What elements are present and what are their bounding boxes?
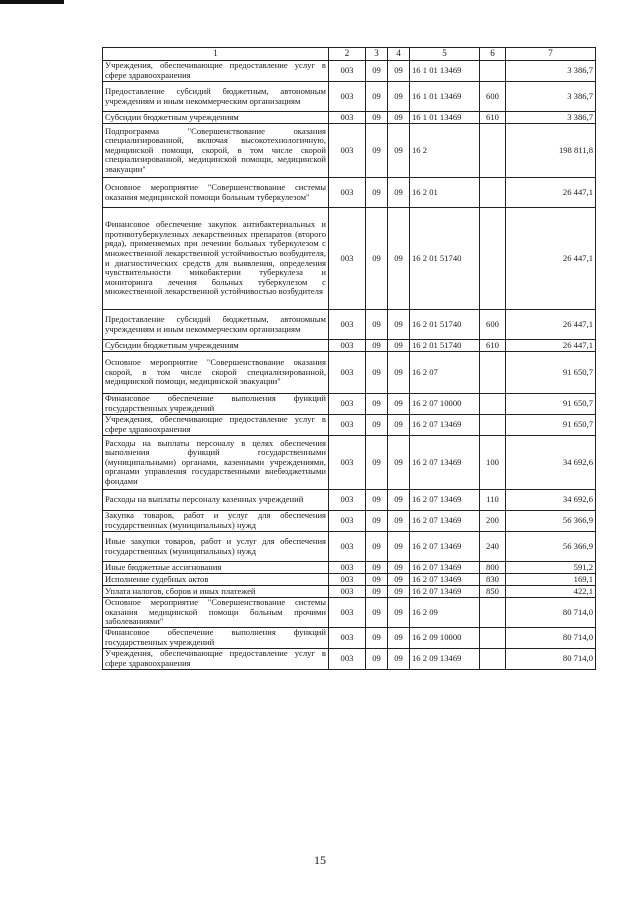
expense-type-code: 830 <box>480 574 506 586</box>
section-code: 09 <box>366 532 388 562</box>
expense-type-code <box>480 628 506 649</box>
ministry-code: 003 <box>329 61 366 82</box>
amount-cell: 80 714,0 <box>506 598 596 628</box>
amount-cell: 91 650,7 <box>506 415 596 436</box>
ministry-code: 003 <box>329 394 366 415</box>
section-code: 09 <box>366 82 388 112</box>
row-label: Закупка товаров, работ и услуг для обеспечения государственных (муниципальных) нужд <box>103 511 329 532</box>
row-label: Предоставление субсидий бюджетным, автономным учреждениям и иным некоммерческим организациям <box>103 82 329 112</box>
amount-cell: 591,2 <box>506 562 596 574</box>
expense-type-code: 600 <box>480 310 506 340</box>
column-number: 2 <box>329 48 366 61</box>
ministry-code: 003 <box>329 124 366 178</box>
table-row <box>103 532 596 562</box>
target-article-code: 16 1 01 13469 <box>410 61 480 82</box>
expense-type-code: 850 <box>480 586 506 598</box>
target-article-code: 16 2 09 <box>410 598 480 628</box>
section-code: 09 <box>366 562 388 574</box>
subsection-code: 09 <box>388 394 410 415</box>
scan-edge-mark <box>0 0 64 4</box>
ministry-code: 003 <box>329 511 366 532</box>
table-row <box>103 352 596 394</box>
column-number: 6 <box>480 48 506 61</box>
table-row <box>103 586 596 598</box>
target-article-code: 16 1 01 13469 <box>410 112 480 124</box>
column-number: 7 <box>506 48 596 61</box>
row-label: Учреждения, обеспечивающие предоставление услуг в сфере здравоохранения <box>103 61 329 82</box>
section-code: 09 <box>366 61 388 82</box>
subsection-code: 09 <box>388 511 410 532</box>
row-label: Иные закупки товаров, работ и услуг для обеспечения государственных (муниципальных) нужд <box>103 532 329 562</box>
expense-type-code <box>480 124 506 178</box>
table-row <box>103 562 596 574</box>
budget-allocation-table <box>102 47 596 670</box>
subsection-code: 09 <box>388 208 410 310</box>
ministry-code: 003 <box>329 586 366 598</box>
table-row <box>103 649 596 670</box>
table-row <box>103 394 596 415</box>
amount-cell: 198 811,8 <box>506 124 596 178</box>
subsection-code: 09 <box>388 490 410 511</box>
column-number-row <box>103 48 596 61</box>
row-label: Исполнение судебных актов <box>103 574 329 586</box>
amount-cell: 26 447,1 <box>506 178 596 208</box>
expense-type-code: 110 <box>480 490 506 511</box>
table-row <box>103 490 596 511</box>
expense-type-code <box>480 394 506 415</box>
row-label: Предоставление субсидий бюджетным, автономным учреждениям и иным некоммерческим организациям <box>103 310 329 340</box>
target-article-code: 16 2 01 51740 <box>410 340 480 352</box>
table-row <box>103 436 596 490</box>
subsection-code: 09 <box>388 340 410 352</box>
ministry-code: 003 <box>329 310 366 340</box>
row-label: Финансовое обеспечение выполнения функций государственных учреждений <box>103 628 329 649</box>
ministry-code: 003 <box>329 208 366 310</box>
subsection-code: 09 <box>388 352 410 394</box>
ministry-code: 003 <box>329 415 366 436</box>
amount-cell: 91 650,7 <box>506 352 596 394</box>
table-row <box>103 112 596 124</box>
ministry-code: 003 <box>329 562 366 574</box>
target-article-code: 16 2 07 13469 <box>410 532 480 562</box>
table-row <box>103 310 596 340</box>
expense-type-code: 800 <box>480 562 506 574</box>
ministry-code: 003 <box>329 574 366 586</box>
subsection-code: 09 <box>388 82 410 112</box>
ministry-code: 003 <box>329 82 366 112</box>
expense-type-code <box>480 352 506 394</box>
row-label: Основное мероприятие "Совершенствование оказания скорой, в том числе скорой специализированной, медицинской помощи, медицинской эвакуации" <box>103 352 329 394</box>
subsection-code: 09 <box>388 112 410 124</box>
row-label: Иные бюджетные ассигнования <box>103 562 329 574</box>
subsection-code: 09 <box>388 649 410 670</box>
amount-cell: 80 714,0 <box>506 649 596 670</box>
table-row <box>103 574 596 586</box>
amount-cell: 26 447,1 <box>506 208 596 310</box>
amount-cell: 56 366,9 <box>506 532 596 562</box>
table-row <box>103 208 596 310</box>
amount-cell: 422,1 <box>506 586 596 598</box>
target-article-code: 16 2 07 13469 <box>410 436 480 490</box>
ministry-code: 003 <box>329 436 366 490</box>
ministry-code: 003 <box>329 340 366 352</box>
table-row <box>103 124 596 178</box>
section-code: 09 <box>366 178 388 208</box>
amount-cell: 26 447,1 <box>506 310 596 340</box>
amount-cell: 169,1 <box>506 574 596 586</box>
subsection-code: 09 <box>388 562 410 574</box>
ministry-code: 003 <box>329 490 366 511</box>
expense-type-code <box>480 649 506 670</box>
section-code: 09 <box>366 394 388 415</box>
subsection-code: 09 <box>388 586 410 598</box>
subsection-code: 09 <box>388 310 410 340</box>
section-code: 09 <box>366 352 388 394</box>
row-label: Финансовое обеспечение закупок антибактериальных и противотуберкулезных лекарственных препаратов (второго ряда), применяемых при лечении больных туберкулезом с множественной лекарственной устойчивостью возбудителя, и диагностических средств для выявления, определения чувствительности микобактерии туберкулеза и мониторинга лечения больных туберкулезом с множественной лекарственной устойчивостью возбудителя <box>103 208 329 310</box>
section-code: 09 <box>366 124 388 178</box>
row-label: Субсидии бюджетным учреждениям <box>103 112 329 124</box>
expense-type-code <box>480 415 506 436</box>
target-article-code: 16 2 01 51740 <box>410 208 480 310</box>
table-body <box>103 61 596 670</box>
table-row <box>103 511 596 532</box>
row-label: Подпрограмма "Совершенствование оказания специализированной, включая высокотехнологичную, медицинской помощи, скорой, в том числе скорой специализированной, медицинской помощи, медицинской эвакуации" <box>103 124 329 178</box>
subsection-code: 09 <box>388 436 410 490</box>
target-article-code: 16 2 01 <box>410 178 480 208</box>
column-number: 1 <box>103 48 329 61</box>
ministry-code: 003 <box>329 112 366 124</box>
expense-type-code <box>480 61 506 82</box>
target-article-code: 16 2 07 13469 <box>410 511 480 532</box>
table-row <box>103 178 596 208</box>
expense-type-code: 240 <box>480 532 506 562</box>
subsection-code: 09 <box>388 598 410 628</box>
expense-type-code <box>480 208 506 310</box>
target-article-code: 16 2 07 13469 <box>410 562 480 574</box>
row-label: Уплата налогов, сборов и иных платежей <box>103 586 329 598</box>
target-article-code: 16 2 07 13469 <box>410 574 480 586</box>
section-code: 09 <box>366 112 388 124</box>
target-article-code: 16 2 <box>410 124 480 178</box>
section-code: 09 <box>366 598 388 628</box>
expense-type-code <box>480 178 506 208</box>
target-article-code: 16 2 09 13469 <box>410 649 480 670</box>
amount-cell: 34 692,6 <box>506 490 596 511</box>
section-code: 09 <box>366 340 388 352</box>
target-article-code: 16 2 07 10000 <box>410 394 480 415</box>
subsection-code: 09 <box>388 61 410 82</box>
row-label: Субсидии бюджетным учреждениям <box>103 340 329 352</box>
ministry-code: 003 <box>329 178 366 208</box>
section-code: 09 <box>366 415 388 436</box>
ministry-code: 003 <box>329 352 366 394</box>
amount-cell: 91 650,7 <box>506 394 596 415</box>
section-code: 09 <box>366 490 388 511</box>
amount-cell: 3 386,7 <box>506 61 596 82</box>
ministry-code: 003 <box>329 598 366 628</box>
section-code: 09 <box>366 310 388 340</box>
section-code: 09 <box>366 586 388 598</box>
column-number: 5 <box>410 48 480 61</box>
target-article-code: 16 2 07 13469 <box>410 586 480 598</box>
row-label: Учреждения, обеспечивающие предоставление услуг в сфере здравоохранения <box>103 415 329 436</box>
table-row <box>103 61 596 82</box>
subsection-code: 09 <box>388 532 410 562</box>
section-code: 09 <box>366 649 388 670</box>
amount-cell: 80 714,0 <box>506 628 596 649</box>
row-label: Финансовое обеспечение выполнения функций государственных учреждений <box>103 394 329 415</box>
amount-cell: 26 447,1 <box>506 340 596 352</box>
amount-cell: 34 692,6 <box>506 436 596 490</box>
row-label: Основное мероприятие "Совершенствование системы оказания медицинской помощи больным прочими заболеваниями" <box>103 598 329 628</box>
target-article-code: 16 2 01 51740 <box>410 310 480 340</box>
subsection-code: 09 <box>388 124 410 178</box>
section-code: 09 <box>366 208 388 310</box>
table-row <box>103 415 596 436</box>
target-article-code: 16 2 07 13469 <box>410 415 480 436</box>
amount-cell: 3 386,7 <box>506 112 596 124</box>
ministry-code: 003 <box>329 628 366 649</box>
amount-cell: 3 386,7 <box>506 82 596 112</box>
row-label: Расходы на выплаты персоналу в целях обеспечения выполнения функций государственными (муниципальными) органами, казенными учреждениями, органами управления государственными внебюджетными фондами <box>103 436 329 490</box>
expense-type-code: 100 <box>480 436 506 490</box>
subsection-code: 09 <box>388 628 410 649</box>
column-number: 4 <box>388 48 410 61</box>
row-label: Основное мероприятие "Совершенствование системы оказания медицинской помощи больным туберкулезом" <box>103 178 329 208</box>
column-number: 3 <box>366 48 388 61</box>
subsection-code: 09 <box>388 574 410 586</box>
section-code: 09 <box>366 628 388 649</box>
subsection-code: 09 <box>388 415 410 436</box>
target-article-code: 16 2 07 13469 <box>410 490 480 511</box>
row-label: Расходы на выплаты персоналу казенных учреждений <box>103 490 329 511</box>
section-code: 09 <box>366 436 388 490</box>
table-row <box>103 598 596 628</box>
row-label: Учреждения, обеспечивающие предоставление услуг в сфере здравоохранения <box>103 649 329 670</box>
expense-type-code: 200 <box>480 511 506 532</box>
section-code: 09 <box>366 511 388 532</box>
ministry-code: 003 <box>329 532 366 562</box>
table-row <box>103 628 596 649</box>
table-row <box>103 82 596 112</box>
expense-type-code <box>480 598 506 628</box>
expense-type-code: 600 <box>480 82 506 112</box>
target-article-code: 16 2 07 <box>410 352 480 394</box>
expense-type-code: 610 <box>480 340 506 352</box>
ministry-code: 003 <box>329 649 366 670</box>
target-article-code: 16 2 09 10000 <box>410 628 480 649</box>
section-code: 09 <box>366 574 388 586</box>
subsection-code: 09 <box>388 178 410 208</box>
page-number: 15 <box>314 853 326 867</box>
amount-cell: 56 366,9 <box>506 511 596 532</box>
expense-type-code: 610 <box>480 112 506 124</box>
target-article-code: 16 1 01 13469 <box>410 82 480 112</box>
table-row <box>103 340 596 352</box>
